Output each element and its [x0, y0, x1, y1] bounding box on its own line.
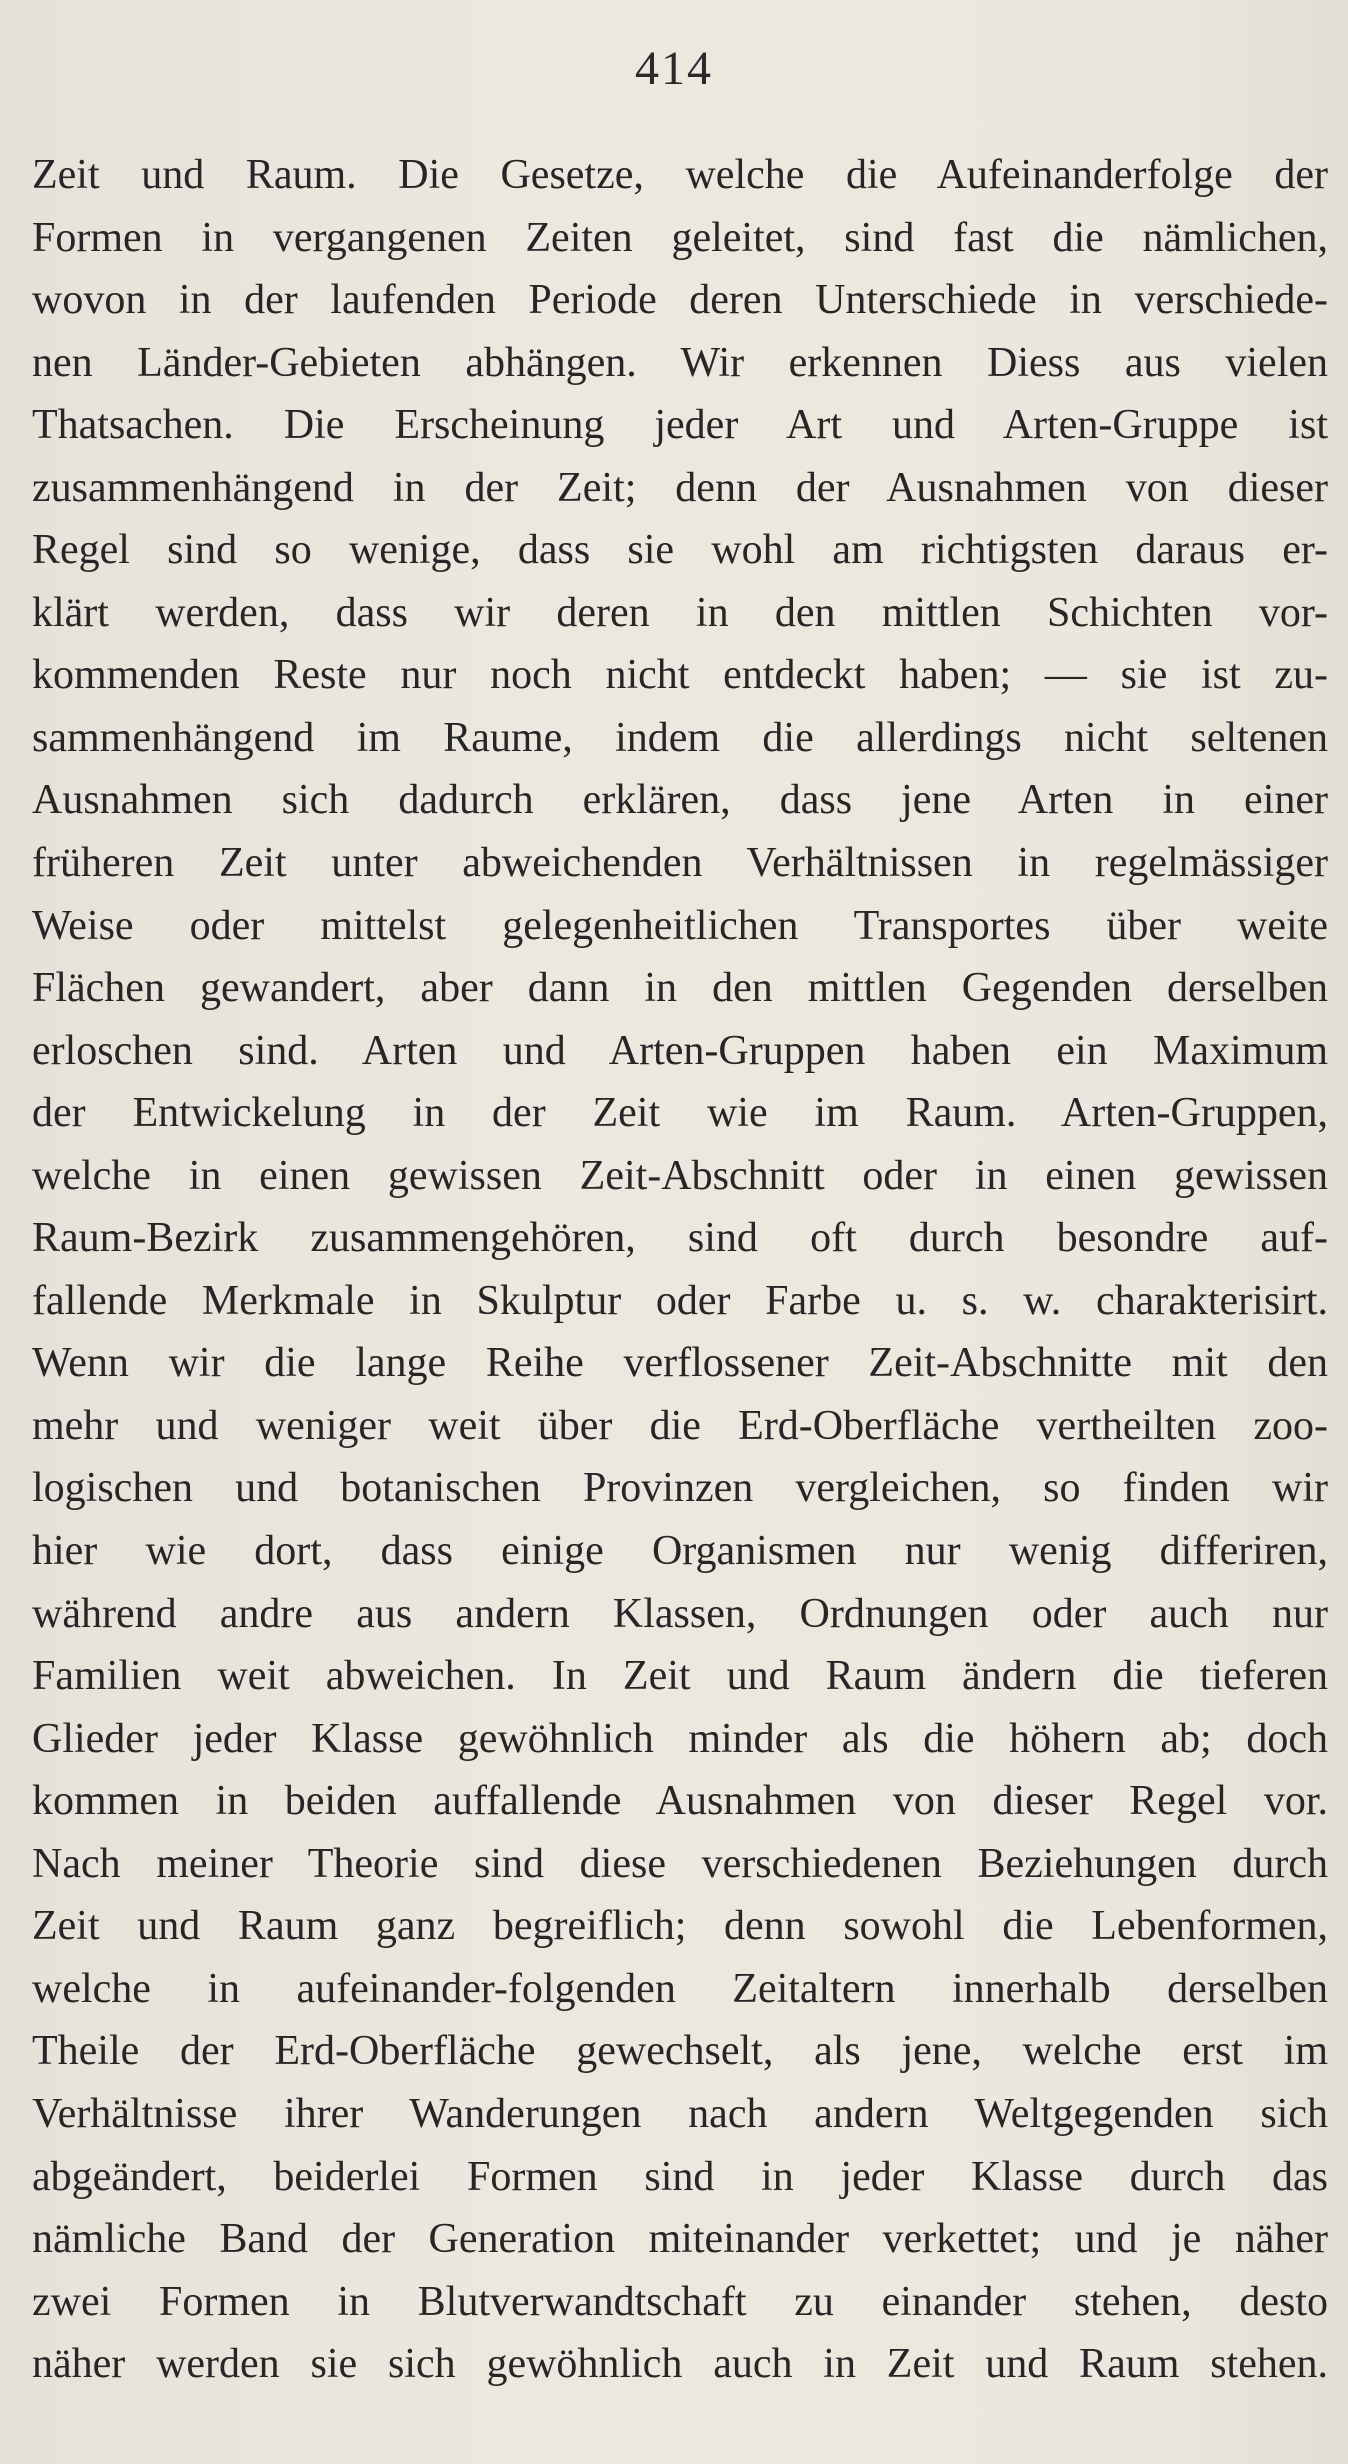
text-line: der Entwickelung in der Zeit wie im Raum. Arten-Gruppen, — [32, 1090, 1328, 1137]
text-line: Weise oder mittelst gelegenheitlichen Transportes über weite — [32, 902, 1328, 949]
text-line: nämliche Band der Generation miteinander verkettet; und je näher — [32, 2216, 1328, 2263]
text-line: Zeit und Raum. Die Gesetze, welche die Aufeinanderfolge der — [32, 152, 1328, 198]
text-line: nen Länder-Gebieten abhängen. Wir erkennen Diess aus vielen — [32, 339, 1328, 386]
text-line: hier wie dort, dass einige Organismen nur wenig differiren, — [32, 1528, 1328, 1575]
page-number: 414 — [635, 42, 713, 95]
text-line: Familien weit abweichen. In Zeit und Raum ändern die tieferen — [32, 1653, 1328, 1700]
text-line: welche in einen gewissen Zeit-Abschnitt oder in einen gewissen — [32, 1152, 1328, 1199]
text-line: zwei Formen in Blutverwandtschaft zu einander stehen, desto — [32, 2278, 1328, 2325]
text-line: Theile der Erd-Oberfläche gewechselt, als jene, welche erst im — [32, 2028, 1328, 2075]
text-line: abgeändert, beiderlei Formen sind in jeder Klasse durch das — [32, 2153, 1328, 2200]
text-line: Wenn wir die lange Reihe verflossener Zeit-Abschnitte mit den — [32, 1340, 1328, 1387]
text-line: Glieder jeder Klasse gewöhnlich minder als die höhern ab; doch — [32, 1715, 1328, 1762]
text-line: früheren Zeit unter abweichenden Verhältnissen in regelmässiger — [32, 840, 1328, 887]
text-line: welche in aufeinander-folgenden Zeitaltern innerhalb derselben — [32, 1965, 1328, 2012]
body-text — [32, 144, 1328, 2396]
text-line: näher werden sie sich gewöhnlich auch in Zeit und Raum stehen. — [32, 2341, 1328, 2388]
text-line: Verhältnisse ihrer Wanderungen nach andern Weltgegenden sich — [32, 2090, 1328, 2137]
text-line: fallende Merkmale in Skulptur oder Farbe u. s. w. charakterisirt. — [32, 1277, 1328, 1324]
text-line: Ausnahmen sich dadurch erklären, dass jene Arten in einer — [32, 777, 1328, 824]
text-line: Raum-Bezirk zusammengehören, sind oft durch besondre auf- — [32, 1215, 1328, 1262]
text-line: mehr und weniger weit über die Erd-Oberfläche vertheilten zoo- — [32, 1402, 1328, 1449]
text-line: während andre aus andern Klassen, Ordnungen oder auch nur — [32, 1590, 1328, 1637]
text-line: kommen in beiden auffallende Ausnahmen von dieser Regel vor. — [32, 1778, 1328, 1825]
text-line: Formen in vergangenen Zeiten geleitet, sind fast die nämlichen, — [32, 214, 1328, 261]
text-line: logischen und botanischen Provinzen vergleichen, so finden wir — [32, 1465, 1328, 1512]
text-line: klärt werden, dass wir deren in den mittlen Schichten vor- — [32, 589, 1328, 636]
text-line: kommenden Reste nur noch nicht entdeckt haben; — sie ist zu- — [32, 652, 1328, 699]
text-line: zusammenhängend in der Zeit; denn der Ausnahmen von dieser — [32, 464, 1328, 511]
text-line: Nach meiner Theorie sind diese verschiedenen Beziehungen durch — [32, 1840, 1328, 1887]
text-line: Regel sind so wenige, dass sie wohl am richtigsten daraus er- — [32, 527, 1328, 574]
text-line: sammenhängend im Raume, indem die allerdings nicht seltenen — [32, 714, 1328, 761]
text-line: Flächen gewandert, aber dann in den mittlen Gegenden derselben — [32, 965, 1328, 1012]
text-line: Zeit und Raum ganz begreiflich; denn sowohl die Lebenformen, — [32, 1903, 1328, 1950]
text-line: Thatsachen. Die Erscheinung jeder Art und Arten-Gruppe ist — [32, 402, 1328, 449]
text-line: wovon in der laufenden Periode deren Unterschiede in verschiede- — [32, 277, 1328, 324]
text-line: erloschen sind. Arten und Arten-Gruppen haben ein Maximum — [32, 1027, 1328, 1074]
